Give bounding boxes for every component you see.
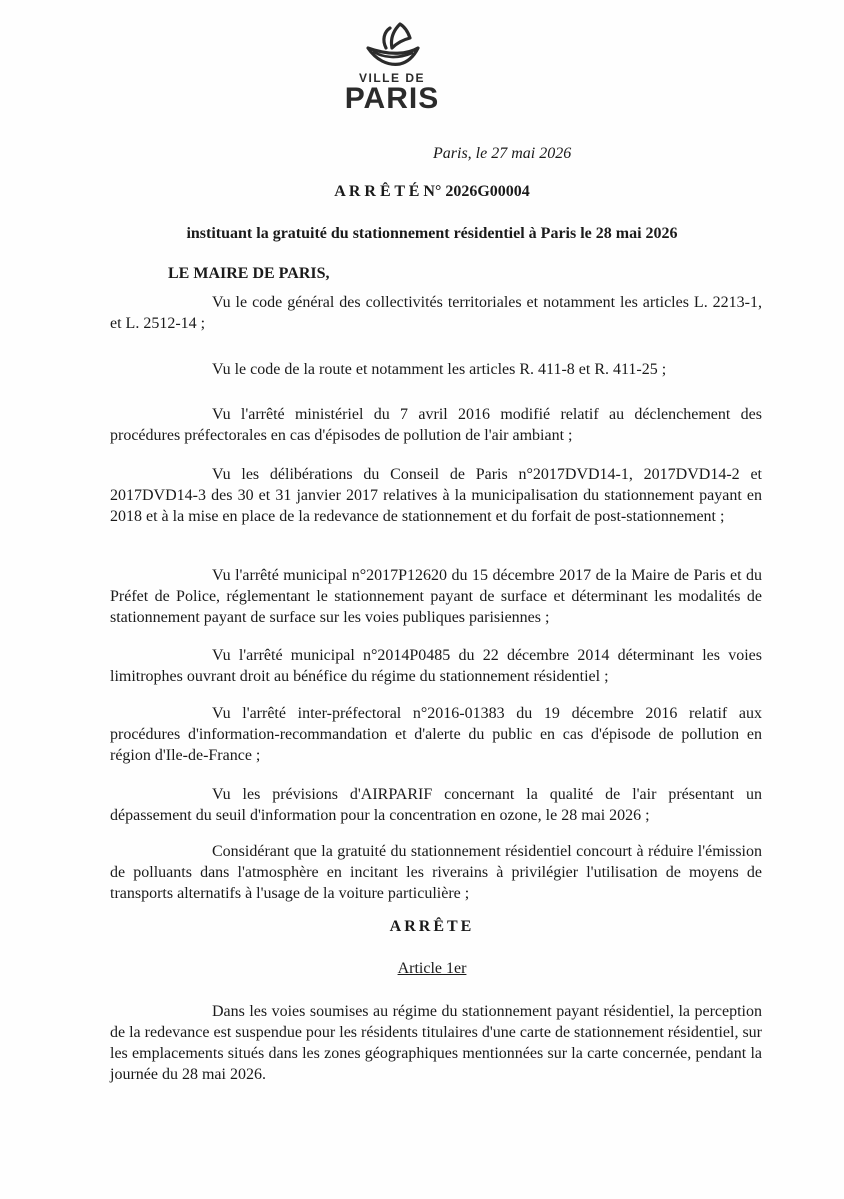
article-1-title: Article 1er bbox=[397, 960, 467, 977]
logo-line-paris: PARIS bbox=[344, 82, 440, 115]
logo-line-ville-de: VILLE DE bbox=[358, 71, 425, 85]
visa-paragraph-4: Vu les délibérations du Conseil de Paris n°2017DVD14-1, 2017DVD14-2 et 2017DVD14-3 des 30 et 31 janvier 2017 relatives à la municipalisation du stationnement payant en 2018 et à la mise en place de la redevance de stationnement et du forfait de post-stationnement ; bbox=[110, 466, 762, 525]
arrete-subject: instituant la gratuité du stationnement résidentiel à Paris le 28 mai 2026 bbox=[186, 225, 678, 242]
visa-paragraph-6: Vu l'arrêté municipal n°2014P0485 du 22 décembre 2014 déterminant les voies limitrophes ouvrant droit au bénéfice du régime du stationnement résidentiel ; bbox=[110, 647, 762, 685]
visa-paragraph-1: Vu le code général des collectivités territoriales et notamment les articles L. 2213-1, et L. 2512-14 ; bbox=[110, 294, 762, 332]
document-date: Paris, le 27 mai 2026 bbox=[433, 145, 572, 162]
issuing-authority: LE MAIRE DE PARIS, bbox=[168, 265, 330, 282]
arrete-number: A R R Ê T É N° 2026G00004 bbox=[334, 183, 530, 200]
article-1-text: Dans les voies soumises au régime du stationnement payant résidentiel, la perception de la redevance est suspendue pour les résidents titulaires d'une carte de stationnement résidentiel, sur les emplacements situés dans les zones géographiques mentionnées sur la carte concernée, pendant la journée du 28 mai 2026. bbox=[110, 1003, 762, 1083]
visa-paragraph-5: Vu l'arrêté municipal n°2017P12620 du 15 décembre 2017 de la Maire de Paris et du Préfet de Police, réglementant le stationnement payant de surface et déterminant les modalités de stationnement payant de surface sur les voies publiques parisiennes ; bbox=[110, 567, 762, 626]
arrete-heading: ARRÊTE bbox=[389, 918, 475, 935]
ville-de-paris-logo bbox=[340, 22, 444, 126]
considerant-paragraph: Considérant que la gratuité du stationnement résidentiel concourt à réduire l'émission de polluants dans l'atmosphère en incitant les riverains à privilégier l'utilisation de moyens de transports alternatifs à l'usage de la voiture particulière ; bbox=[110, 843, 762, 902]
paris-ship-icon bbox=[360, 22, 424, 70]
visa-paragraph-2: Vu le code de la route et notamment les articles R. 411-8 et R. 411-25 ; bbox=[212, 361, 667, 378]
visa-paragraph-8: Vu les prévisions d'AIRPARIF concernant la qualité de l'air présentant un dépassement du seuil d'information pour la concentration en ozone, le 28 mai 2026 ; bbox=[110, 786, 762, 824]
visa-paragraph-7: Vu l'arrêté inter-préfectoral n°2016-01383 du 19 décembre 2016 relatif aux procédures d'information-recommandation et d'alerte du public en cas d'épisode de pollution en région d'Ile-de-France ; bbox=[110, 705, 762, 764]
visa-paragraph-3: Vu l'arrêté ministériel du 7 avril 2016 modifié relatif au déclenchement des procédures préfectorales en cas d'épisodes de pollution de l'air ambiant ; bbox=[110, 406, 762, 444]
